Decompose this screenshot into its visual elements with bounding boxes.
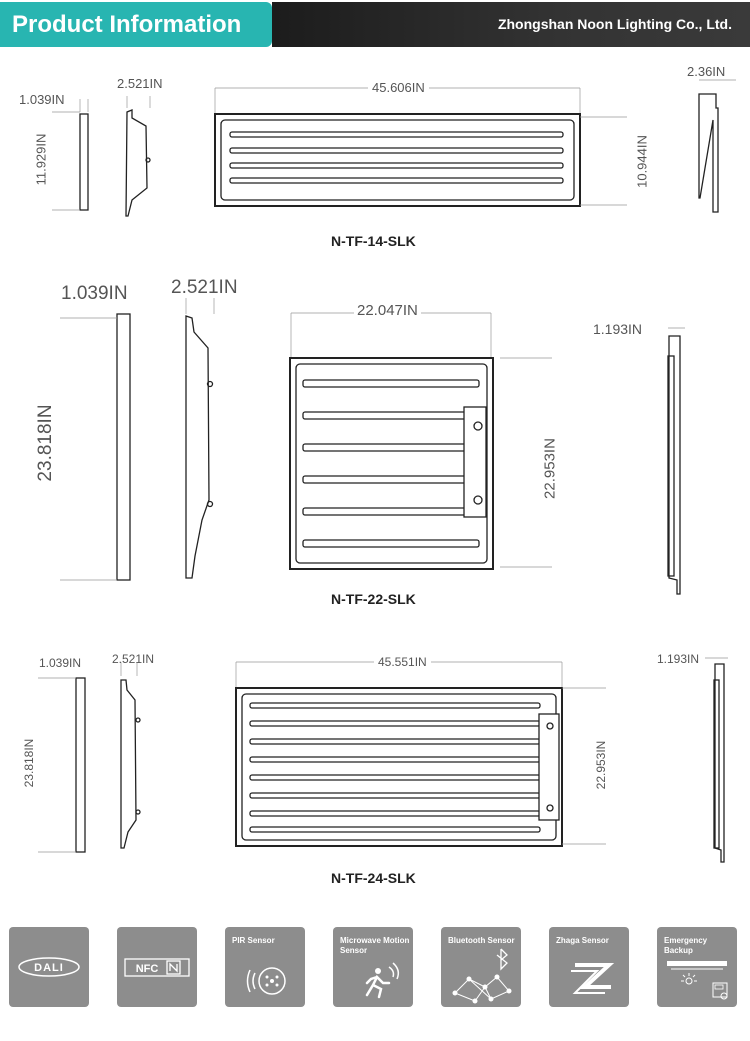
dim-width-2: 22.047IN (354, 302, 421, 319)
feature-tile-pir (225, 927, 305, 1007)
bluetooth-mesh-icon (441, 927, 521, 1007)
dim-height-2: 23.818IN (35, 404, 56, 482)
dim-depth-1: 1.039IN (19, 92, 65, 107)
emergency-battery-icon (657, 927, 737, 1007)
dim-front-height-1: 10.944IN (634, 135, 650, 188)
dim-height-3: 23.818IN (22, 738, 36, 788)
company-name: Zhongshan Noon Lighting Co., Ltd. (497, 16, 732, 32)
dim-height-1: 11.929IN (33, 133, 49, 186)
zhaga-logo-icon (549, 927, 629, 1007)
dim-depth-3: 1.039IN (39, 656, 82, 670)
dim-side-depth-3: 1.193IN (657, 652, 700, 666)
feature-label-microwave: Microwave Motion Sensor (340, 936, 410, 955)
dim-side-depth-1: 2.36IN (687, 64, 726, 79)
feature-tile-bluetooth (441, 927, 521, 1007)
dim-bracket-1: 2.521IN (117, 76, 163, 91)
model-label-1: N-TF-14-SLK (331, 233, 416, 249)
feature-label-zhaga: Zhaga Sensor (556, 936, 609, 945)
pir-sensor-icon (225, 927, 305, 1007)
dim-front-height-3: 22.953IN (594, 740, 608, 790)
feature-tile-microwave (333, 927, 413, 1007)
dali-logo-icon (9, 927, 89, 1007)
dim-width-1: 45.606IN (368, 80, 429, 95)
feature-tile-emergency (657, 927, 737, 1007)
dim-side-depth-2: 1.193IN (593, 321, 643, 337)
nfc-logo-text: NFC (135, 963, 159, 975)
feature-tile-zhaga (549, 927, 629, 1007)
model-label-2: N-TF-22-SLK (331, 591, 416, 607)
feature-label-emergency: Emergency Backup (664, 936, 708, 955)
dim-front-height-2: 22.953IN (541, 438, 559, 499)
dim-bracket-3: 2.521IN (112, 652, 155, 666)
dali-logo-text: DALI (34, 962, 64, 974)
dim-bracket-2: 2.521IN (171, 277, 238, 298)
running-person-icon (333, 927, 413, 1007)
feature-tile-nfc (117, 927, 197, 1007)
model-label-3: N-TF-24-SLK (331, 870, 416, 886)
dim-width-3: 45.551IN (374, 655, 431, 669)
page-title: Product Information (0, 2, 272, 47)
feature-label-pir: PIR Sensor (232, 936, 275, 945)
feature-tile-dali (9, 927, 89, 1007)
nfc-icon (117, 927, 197, 1007)
feature-label-bluetooth: Bluetooth Sensor (448, 936, 515, 945)
dim-depth-2: 1.039IN (61, 283, 128, 304)
